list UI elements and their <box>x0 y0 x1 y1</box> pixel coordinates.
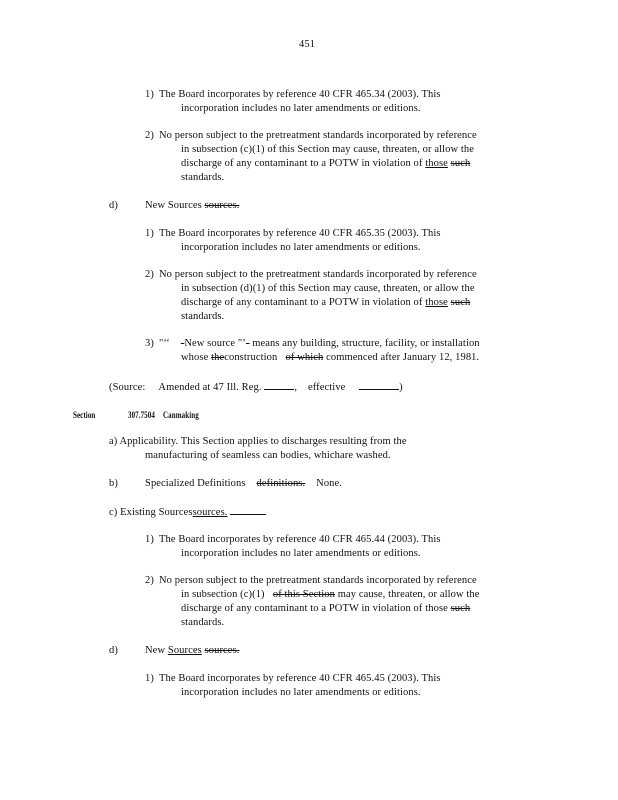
d-item-2-line3-text: discharge of any contaminant to a POTW in violation of <box>181 297 423 308</box>
c-item-2-struck-such: such <box>450 158 471 169</box>
c2-item-2-line4: standards. <box>181 617 225 628</box>
b-struck-definitions: definitions. <box>256 478 306 489</box>
section-title: Canmaking <box>163 410 199 420</box>
d-item-2-line3 <box>181 296 470 310</box>
c2-item-2-struck-such: such <box>450 603 471 614</box>
d-item-2-line2: in subsection (d)(1) of this Section may cause, threaten, or allow the <box>181 283 475 294</box>
d-item-2-struck-such: such <box>450 297 471 308</box>
c2-item-2-line2a: in subsection (c)(1) <box>181 589 265 600</box>
c-item-1-line2: incorporation includes no later amendments or editions. <box>181 103 421 114</box>
source-prefix: (Source: <box>109 382 146 393</box>
d2-item-1-number: 1) <box>145 673 154 684</box>
c2-item-2-line3 <box>181 602 470 616</box>
b-item <box>145 477 342 491</box>
c-item-2-line4: standards. <box>181 172 225 183</box>
source-effective: effective <box>308 382 346 393</box>
d-item-2-line4: standards. <box>181 311 225 322</box>
source-amended: Amended at 47 Ill. Reg. <box>158 382 262 393</box>
d-item-1-number: 1) <box>145 228 154 239</box>
d-item-3-struck-dash-2: - <box>245 338 250 349</box>
c2-item-2-line2b: may cause, threaten, or allow the <box>337 589 480 600</box>
c2-heading-rule <box>230 505 266 515</box>
d2-letter: d) <box>109 645 118 656</box>
b-label: Specialized Definitions <box>145 478 246 489</box>
d-item-2-those: those <box>425 297 448 308</box>
c2-item-1-line2: incorporation includes no later amendments or editions. <box>181 548 421 559</box>
source-note <box>109 380 403 395</box>
d-item-3-struck-dash: - <box>180 338 185 349</box>
d2-heading <box>145 644 239 658</box>
d-item-3-number: 3) <box>145 338 154 349</box>
a-item-line1: a) Applicability. This Section applies to discharges resulting from the <box>109 436 407 447</box>
d-heading <box>145 199 239 213</box>
c-item-2-line3 <box>181 157 470 171</box>
b-letter: b) <box>109 478 118 489</box>
section-label: Section <box>73 410 96 420</box>
source-suffix: ) <box>399 382 403 393</box>
d-item-3-commenced: commenced after January 12, 1981. <box>326 352 480 363</box>
c2-heading-text: c) Existing Sources <box>109 507 193 518</box>
d-item-3-whose: whose <box>181 352 209 363</box>
section-number: 307.7504 <box>128 410 155 420</box>
d2-item-1-line2: incorporation includes no later amendments or editions. <box>181 687 421 698</box>
c2-item-1-number: 1) <box>145 534 154 545</box>
d-item-3-struck-of-which: of which <box>285 352 324 363</box>
d-item-1-line2: incorporation includes no later amendments or editions. <box>181 242 421 253</box>
d2-heading-struck: sources. <box>204 645 240 656</box>
d-item-3-quote-close: "’ <box>237 338 246 349</box>
d-item-3-line1 <box>159 337 480 351</box>
d-item-2-number: 2) <box>145 269 154 280</box>
c2-item-2-line2 <box>181 588 480 602</box>
d-item-3-line2 <box>181 351 479 365</box>
d-item-3-quote-open: "‘‘ <box>159 338 170 349</box>
c-item-2-line3-text: discharge of any contaminant to a POTW in violation of <box>181 158 423 169</box>
c2-item-2-line3-text: discharge of any contaminant to a POTW in violation of those <box>181 603 448 614</box>
c2-item-2-struck-this-section: of this Section <box>272 589 336 600</box>
d-letter: d) <box>109 200 118 211</box>
c2-heading <box>109 505 266 520</box>
c-item-2-number: 2) <box>145 130 154 141</box>
c-item-1-line1: The Board incorporates by reference 40 CFR 465.34 (2003). This <box>159 89 441 100</box>
d2-heading-label: New <box>145 645 166 656</box>
d-item-2-line1: No person subject to the pretreatment standards incorporated by reference <box>159 269 477 280</box>
c2-heading-underlined: sources. <box>192 507 228 518</box>
d-item-3-new-source: New source <box>184 338 236 349</box>
page-number: 451 <box>299 39 316 50</box>
a-item-line2: manufacturing of seamless can bodies, whichare washed. <box>145 450 391 461</box>
c2-item-2-number: 2) <box>145 575 154 586</box>
d-item-3-struck-the: the <box>211 352 225 363</box>
source-comma: , <box>294 382 298 393</box>
d-heading-label: New Sources <box>145 200 202 211</box>
c-item-2-line1: No person subject to the pretreatment standards incorporated by reference <box>159 130 477 141</box>
c-item-2-line2: in subsection (c)(1) of this Section may cause, threaten, or allow the <box>181 144 475 155</box>
c-item-2-those: those <box>425 158 448 169</box>
c-item-1-number: 1) <box>145 89 154 100</box>
c2-item-2-line1: No person subject to the pretreatment standards incorporated by reference <box>159 575 477 586</box>
b-value: None. <box>316 478 343 489</box>
d-item-1-line1: The Board incorporates by reference 40 CFR 465.35 (2003). This <box>159 228 441 239</box>
d-item-3-means: means any building, structure, facility, or installation <box>252 338 480 349</box>
d-heading-struck: sources. <box>204 200 240 211</box>
d-item-3-construction: construction <box>224 352 278 363</box>
d2-item-1-line1: The Board incorporates by reference 40 CFR 465.45 (2003). This <box>159 673 441 684</box>
d2-heading-underlined: Sources <box>167 645 202 656</box>
register-volume-blank <box>264 380 294 390</box>
c2-item-1-line1: The Board incorporates by reference 40 CFR 465.44 (2003). This <box>159 534 441 545</box>
effective-date-blank <box>359 380 399 390</box>
